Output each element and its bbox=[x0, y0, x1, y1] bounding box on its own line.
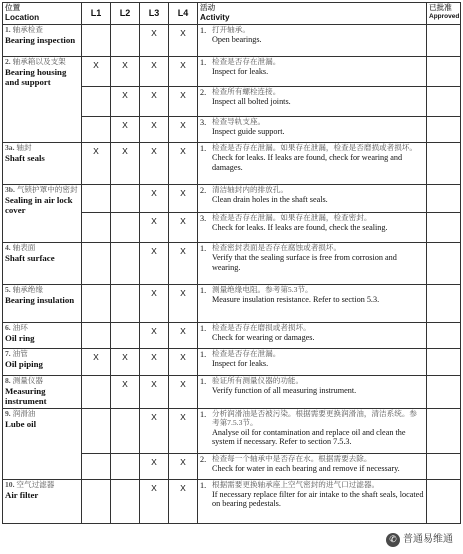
level-3-mark: X bbox=[140, 117, 169, 143]
level-2-mark bbox=[111, 453, 140, 479]
level-2-mark bbox=[111, 185, 140, 213]
level-3-mark: X bbox=[140, 323, 169, 349]
activity-cell bbox=[198, 143, 427, 185]
activity-number: 2. bbox=[200, 186, 207, 195]
level-2-mark bbox=[111, 25, 140, 57]
watermark-text: 普通易维通 bbox=[403, 534, 453, 546]
location-number: 4. bbox=[5, 243, 11, 252]
activity-number: 2. bbox=[200, 454, 207, 464]
location-number: 8. bbox=[5, 376, 11, 385]
activity-cell bbox=[198, 349, 427, 376]
location-zh-text: 润滑油 bbox=[12, 408, 36, 418]
location-zh bbox=[5, 377, 79, 386]
level-3-mark: X bbox=[140, 408, 169, 453]
approved-cell[interactable] bbox=[427, 408, 461, 453]
activity-cell bbox=[198, 87, 427, 117]
activity-en: Verify that the sealing surface is free from corrosion and wearing. bbox=[212, 252, 397, 272]
level-4-mark: X bbox=[169, 479, 198, 523]
activity-cell bbox=[198, 376, 427, 409]
activity-cell bbox=[198, 453, 427, 479]
activity-cell bbox=[198, 285, 427, 323]
activity-zh: 根据需要更换轴承座上空气密封的进气口过滤器。 bbox=[212, 479, 380, 489]
location-number: 9. bbox=[5, 408, 11, 418]
activity-number: 1. bbox=[200, 286, 207, 295]
table-row bbox=[3, 25, 461, 57]
location-en: Lube oil bbox=[5, 418, 37, 429]
location-number: 3a. bbox=[5, 143, 15, 152]
location-cell bbox=[3, 408, 82, 479]
level-3-mark: X bbox=[140, 376, 169, 409]
activity-en: Measure insulation resistance. Refer to section 5.3. bbox=[212, 294, 380, 304]
level-1-mark bbox=[82, 185, 111, 213]
location-cell bbox=[3, 323, 82, 349]
approved-cell[interactable] bbox=[427, 87, 461, 117]
location-zh bbox=[5, 26, 79, 35]
level-1-mark bbox=[82, 479, 111, 523]
activity-cell bbox=[198, 243, 427, 285]
activity-zh: 检查密封表面是否存在腐蚀或者损坏。 bbox=[212, 243, 342, 252]
approved-cell[interactable] bbox=[427, 285, 461, 323]
level-2-mark bbox=[111, 323, 140, 349]
approved-cell[interactable] bbox=[427, 213, 461, 243]
location-number: 3b. bbox=[5, 185, 15, 194]
approved-cell[interactable] bbox=[427, 143, 461, 185]
activity-number: 1. bbox=[200, 350, 207, 359]
table-row bbox=[3, 243, 461, 285]
table-row bbox=[3, 143, 461, 185]
location-zh bbox=[5, 481, 79, 490]
activity-number: 3. bbox=[200, 214, 207, 223]
table-row bbox=[3, 479, 461, 523]
location-zh bbox=[5, 324, 79, 333]
level-1-mark: X bbox=[82, 349, 111, 376]
level-4-mark: X bbox=[169, 87, 198, 117]
level-2-mark bbox=[111, 243, 140, 285]
level-2-mark: X bbox=[111, 117, 140, 143]
location-en: Measuring instrument bbox=[5, 385, 47, 407]
level-3-mark: X bbox=[140, 349, 169, 376]
location-number: 2. bbox=[5, 57, 11, 66]
activity-cell bbox=[198, 57, 427, 87]
location-cell bbox=[3, 349, 82, 376]
level-4-mark: X bbox=[169, 376, 198, 409]
activity-zh: 分析润滑油是否被污染。根据需要更换润滑油，清洁系统。参考第7.5.3节。 bbox=[212, 408, 418, 427]
table-header-row bbox=[3, 3, 461, 25]
activity-en: Check for leaks. If leaks are found, check for wearing and damages. bbox=[212, 152, 403, 172]
location-zh bbox=[5, 410, 79, 419]
location-number: 7. bbox=[5, 349, 11, 358]
location-zh bbox=[5, 244, 79, 253]
level-1-mark bbox=[82, 453, 111, 479]
level-1-mark bbox=[82, 285, 111, 323]
level-1-mark: X bbox=[82, 143, 111, 185]
location-zh-text: 轴表面 bbox=[12, 243, 36, 252]
activity-zh: 检查是否存在泄漏。 bbox=[212, 349, 281, 358]
activity-en: Check for wearing or damages. bbox=[212, 332, 315, 342]
activity-number: 1. bbox=[200, 324, 207, 333]
header-level-4: L4 bbox=[169, 3, 198, 25]
activity-number: 1. bbox=[200, 26, 207, 35]
level-3-mark: X bbox=[140, 25, 169, 57]
level-4-mark: X bbox=[169, 243, 198, 285]
activity-zh: 检查导轨支座。 bbox=[212, 117, 266, 126]
level-4-mark: X bbox=[169, 57, 198, 87]
level-1-mark bbox=[82, 117, 111, 143]
level-2-mark bbox=[111, 285, 140, 323]
activity-zh: 清洁轴封内的排放孔。 bbox=[212, 185, 288, 194]
activity-number: 1. bbox=[200, 58, 207, 67]
level-4-mark: X bbox=[169, 117, 198, 143]
location-zh bbox=[5, 186, 79, 195]
activity-cell bbox=[198, 117, 427, 143]
level-1-mark bbox=[82, 25, 111, 57]
location-en: Bearing insulation bbox=[5, 294, 75, 305]
activity-en: If necessary replace filter for air intake to the shaft seals, located on bearing pedestals. bbox=[212, 489, 424, 509]
watermark bbox=[383, 532, 456, 548]
level-1-mark bbox=[82, 376, 111, 409]
header-activity-zh: 活动 bbox=[200, 3, 216, 12]
level-3-mark: X bbox=[140, 143, 169, 185]
location-cell bbox=[3, 285, 82, 323]
activity-cell bbox=[198, 323, 427, 349]
level-2-mark: X bbox=[111, 376, 140, 409]
activity-number: 3. bbox=[200, 118, 207, 127]
header-location-zh: 位置 bbox=[5, 3, 21, 12]
table-row bbox=[3, 185, 461, 213]
header-activity-en: Activity bbox=[200, 12, 230, 22]
location-en: Oil ring bbox=[5, 332, 35, 343]
location-zh bbox=[5, 286, 79, 295]
approved-cell[interactable] bbox=[427, 453, 461, 479]
header-approved bbox=[427, 3, 461, 25]
header-location bbox=[3, 3, 82, 25]
activity-number: 2. bbox=[200, 88, 207, 97]
level-1-mark bbox=[82, 213, 111, 243]
approved-cell[interactable] bbox=[427, 243, 461, 285]
activity-number: 1. bbox=[200, 480, 207, 490]
level-1-mark bbox=[82, 87, 111, 117]
location-number: 1. bbox=[5, 25, 11, 34]
location-en: Bearing housing and support bbox=[5, 66, 67, 88]
location-cell bbox=[3, 143, 82, 185]
level-3-mark: X bbox=[140, 87, 169, 117]
level-3-mark: X bbox=[140, 57, 169, 87]
location-en: Bearing inspection bbox=[5, 34, 76, 45]
activity-en: Clean drain holes in the shaft seals. bbox=[212, 194, 328, 204]
activity-number: 1. bbox=[200, 377, 207, 386]
location-cell bbox=[3, 479, 82, 523]
activity-number: 1. bbox=[200, 244, 207, 253]
table-body bbox=[3, 25, 461, 524]
activity-en: Inspect for leaks. bbox=[212, 66, 269, 76]
activity-cell bbox=[198, 479, 427, 523]
level-1-mark bbox=[82, 243, 111, 285]
level-1-mark: X bbox=[82, 57, 111, 87]
approved-cell[interactable] bbox=[427, 323, 461, 349]
activity-en: Check for leaks. If leaks are found, check the sealing. bbox=[212, 222, 388, 232]
level-4-mark: X bbox=[169, 323, 198, 349]
approved-cell[interactable] bbox=[427, 349, 461, 376]
activity-en: Analyse oil for contamination and replace oil and clean the system if necessary. Refer to section 7.5.3. bbox=[212, 427, 406, 447]
level-3-mark: X bbox=[140, 243, 169, 285]
approved-cell[interactable] bbox=[427, 25, 461, 57]
location-cell bbox=[3, 185, 82, 243]
level-2-mark: X bbox=[111, 87, 140, 117]
level-4-mark: X bbox=[169, 285, 198, 323]
level-3-mark: X bbox=[140, 185, 169, 213]
level-1-mark bbox=[82, 323, 111, 349]
activity-number: 1. bbox=[200, 409, 207, 419]
location-cell bbox=[3, 376, 82, 409]
table-row bbox=[3, 349, 461, 376]
location-zh-text: 测量仪器 bbox=[12, 376, 43, 385]
location-number: 5. bbox=[5, 285, 11, 294]
table-row bbox=[3, 408, 461, 453]
activity-zh: 检查是否存在磨损或者损坏。 bbox=[212, 323, 311, 332]
maintenance-table bbox=[2, 2, 461, 524]
location-number: 10. bbox=[5, 479, 15, 489]
approved-cell[interactable] bbox=[427, 479, 461, 523]
location-en: Oil piping bbox=[5, 358, 43, 369]
header-activity bbox=[198, 3, 427, 25]
header-level-3: L3 bbox=[140, 3, 169, 25]
activity-cell bbox=[198, 408, 427, 453]
activity-zh: 检查是否存在泄漏。如果存在泄漏，检查是否磨损或者损坏。 bbox=[212, 143, 418, 152]
location-en: Air filter bbox=[5, 489, 39, 500]
location-zh-text: 油管 bbox=[12, 349, 28, 358]
location-zh-text: 轴封 bbox=[16, 143, 32, 152]
table-row bbox=[3, 285, 461, 323]
level-3-mark: X bbox=[140, 479, 169, 523]
level-4-mark: X bbox=[169, 349, 198, 376]
location-zh-text: 空气过滤器 bbox=[16, 479, 55, 489]
level-2-mark: X bbox=[111, 143, 140, 185]
location-zh bbox=[5, 58, 79, 67]
level-2-mark bbox=[111, 213, 140, 243]
location-cell bbox=[3, 243, 82, 285]
activity-cell bbox=[198, 185, 427, 213]
location-zh-text: 轴承绝缘 bbox=[12, 285, 43, 294]
table-row bbox=[3, 323, 461, 349]
level-2-mark bbox=[111, 479, 140, 523]
header-level-2: L2 bbox=[111, 3, 140, 25]
level-1-mark bbox=[82, 408, 111, 453]
activity-en: Inspect for leaks. bbox=[212, 358, 269, 368]
activity-number: 1. bbox=[200, 144, 207, 153]
activity-zh: 测量绝缘电阻。参考第5.3节。 bbox=[212, 285, 313, 294]
wechat-icon: ✆ bbox=[386, 533, 400, 547]
header-approved-zh: 已批准 bbox=[429, 3, 452, 12]
activity-en: Open bearings. bbox=[212, 34, 262, 44]
level-4-mark: X bbox=[169, 213, 198, 243]
activity-en: Inspect guide support. bbox=[212, 126, 285, 136]
level-2-mark bbox=[111, 408, 140, 453]
activity-zh: 检查是否存在泄漏。如果存在泄漏，检查密封。 bbox=[212, 213, 372, 222]
location-cell bbox=[3, 57, 82, 143]
level-3-mark: X bbox=[140, 453, 169, 479]
location-zh-text: 轴承箱以及支架 bbox=[12, 57, 66, 66]
approved-cell[interactable] bbox=[427, 185, 461, 213]
activity-en: Inspect all bolted joints. bbox=[212, 96, 291, 106]
location-number: 6. bbox=[5, 323, 11, 332]
level-4-mark: X bbox=[169, 453, 198, 479]
activity-zh: 检查每一个轴承中是否存在水。根据需要去除。 bbox=[212, 453, 372, 463]
activity-cell bbox=[198, 25, 427, 57]
level-2-mark: X bbox=[111, 57, 140, 87]
level-4-mark: X bbox=[169, 143, 198, 185]
level-2-mark: X bbox=[111, 349, 140, 376]
header-approved-en: Approved bbox=[429, 12, 460, 20]
location-en: Shaft surface bbox=[5, 252, 55, 263]
maintenance-table-sheet bbox=[2, 2, 460, 552]
activity-cell bbox=[198, 213, 427, 243]
table-row bbox=[3, 57, 461, 87]
level-3-mark: X bbox=[140, 213, 169, 243]
header-level-1: L1 bbox=[82, 3, 111, 25]
level-4-mark: X bbox=[169, 185, 198, 213]
activity-en: Check for water in each bearing and remove if necessary. bbox=[212, 463, 400, 473]
activity-zh: 检查是否存在泄漏。 bbox=[212, 57, 281, 66]
location-zh-text: 油环 bbox=[12, 323, 28, 332]
location-zh bbox=[5, 144, 79, 153]
location-zh-text: 轴承检查 bbox=[12, 25, 43, 34]
approved-cell[interactable] bbox=[427, 117, 461, 143]
header-location-en: Location bbox=[5, 12, 40, 22]
activity-en: Verify function of all measuring instrument. bbox=[212, 385, 357, 395]
level-4-mark: X bbox=[169, 408, 198, 453]
level-4-mark: X bbox=[169, 25, 198, 57]
location-en: Sealing in air lock cover bbox=[5, 194, 73, 216]
approved-cell[interactable] bbox=[427, 57, 461, 87]
location-en: Shaft seals bbox=[5, 152, 45, 163]
level-3-mark: X bbox=[140, 285, 169, 323]
table-row bbox=[3, 376, 461, 409]
approved-cell[interactable] bbox=[427, 376, 461, 409]
location-cell bbox=[3, 25, 82, 57]
location-zh bbox=[5, 350, 79, 359]
activity-zh: 检查所有螺栓连接。 bbox=[212, 87, 281, 96]
location-zh-text: 气锁护罩中的密封 bbox=[16, 185, 78, 194]
activity-zh: 验证所有测量仪器的功能。 bbox=[212, 376, 304, 385]
activity-zh: 打开轴承。 bbox=[212, 25, 250, 34]
